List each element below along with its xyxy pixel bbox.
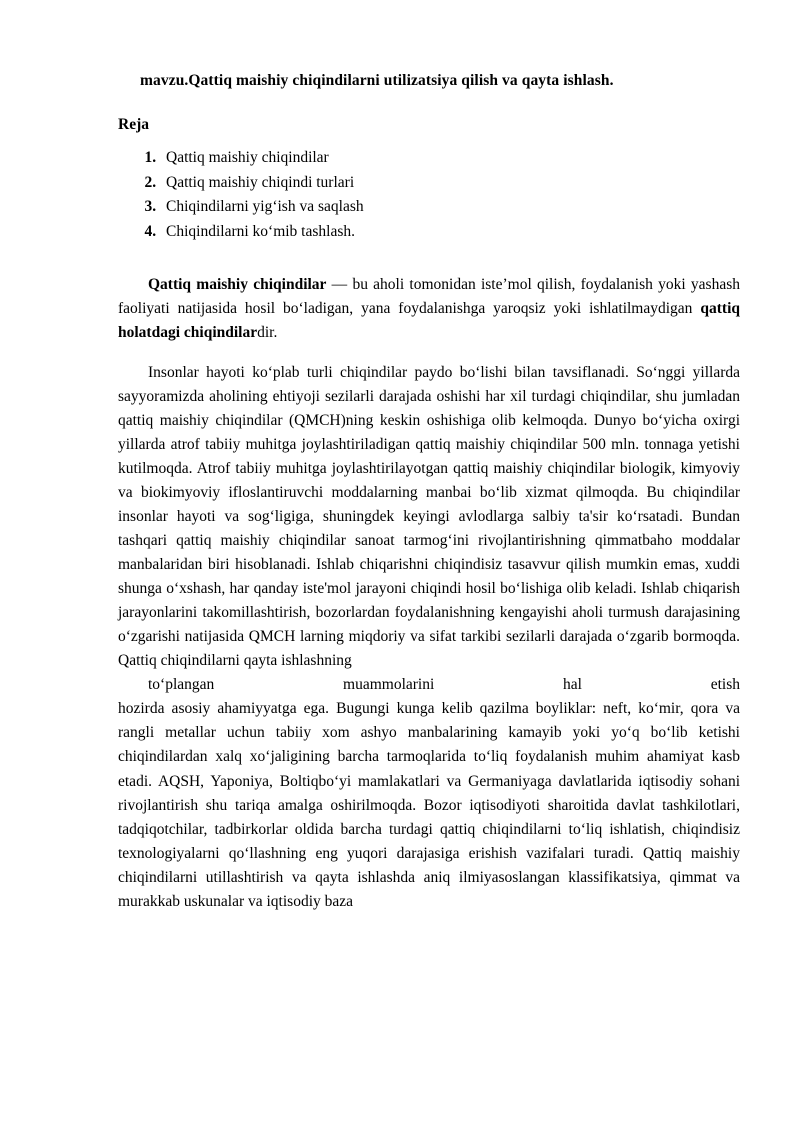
- main-paragraph-spaced-line: to‘plangan muammolarini hal etish: [148, 676, 740, 694]
- definition-term: Qattiq maishiy chiqindilar: [148, 276, 327, 294]
- plan-list: [118, 146, 740, 243]
- list-item: 2. Qattiq maishiy chiqindi turlari: [160, 171, 740, 195]
- definition-dash: —: [326, 276, 353, 294]
- definition-paragraph: [118, 273, 740, 345]
- definition-bold-tail: qattiq holatdagi chiqindilar: [118, 300, 740, 342]
- definition-text: bu aholi tomonidan iste’mol qilish, foydalanish yoki yashash faoliyati natijasida hosil bo‘ladigan, yana foydalanishga yaroqsiz yoki ishlatilmaydigan: [118, 276, 740, 318]
- list-item: 3. Chiqindilarni yig‘ish va saqlash: [160, 195, 740, 219]
- list-item: 1. Qattiq maishiy chiqindilar: [160, 146, 740, 170]
- main-paragraph-part2: hozirda asosiy ahamiyyatga ega. Bugungi kunga kelib qazilma boyliklar: neft, ko‘mir, qora va rangli metallar uchun tabiiy xom ashyo manbalarining kamayib yoki yo‘q bo‘lib ketishi chiqindilardan xalq xo‘jaligining barcha tarmoqlarida to‘liq foydalanish muhim ahamiyat kasb etadi. AQSH, Yaponiya, Boltiqbo‘yi mamlakatlari va Germaniyaga davlatlarida iqtisodiy sohani rivojlantirish shu tariqa amalga oshirilmoqda. Bozor iqtisodiyoti sharoitida davlat tashkilotlari, tadqiqotchilar, tadbirkorlar oldida barcha turdagi qattiq chiqindilarni to‘liq ishlatish, chiqindisiz texnologiyalarni qo‘llashning eng yuqori darajasiga erishish vazifalari turadi. Qattiq maishiy chiqindilarni utillashtirish va qayta ishlashda aniq ilmiyasoslangan klassifikatsiya, qimmat va murakkab uskunalar va iqtisodiy baza: [118, 700, 740, 910]
- main-paragraph-part1: Insonlar hayoti ko‘plab turli chiqindilar paydo bo‘lishi bilan tavsiflanadi. So‘nggi yillarda sayyoramizda aholining ehtiyoji sezilarli darajada oshishi har xil turdagi chiqindilar, shu jumladan qattiq maishiy chiqindilar (QMCH)ning keskin oshishiga olib kelmoqda. Dunyo bo‘yicha oxirgi yillarda atrof tabiiy muhitga joylashtiriladigan qattiq maishiy chiqindilar 500 mln. tonnaga yetishi kutilmoqda. Atrof tabiiy muhitga joylashtirilayotgan qattiq maishiy chiqindilar biologik, kimyoviy va biokimyoviy ifloslantiruvchi moddalarning manbai bo‘lib xizmat qilmoqda. Bu chiqindilar insonlar hayoti va sog‘ligiga, shuningdek keyingi avlodlarga salbiy ta'sir ko‘rsatadi. Bundan tashqari qattiq maishiy chiqindilar sanoat tarmog‘ini rivojlantirishning qimmatbaho moddalar manbalaridan biri hisoblanadi. Ishlab chiqarishni chiqindisiz tasavvur qilish mumkin emas, xuddi shunga o‘xshash, har qanday iste'mol jarayoni chiqindi hosil bo‘lishiga olib keladi. Ishlab chiqarish jarayonlarini takomillashtirish, bozorlardan foydalanishning kengayishi aholi turmush darajasining o‘zgarishi natijasida QMCH larning miqdoriy va sifat tarkibi sezilarli darajada o‘zgarib bormoqda. Qattiq chiqindilarni qayta ishlashning: [118, 364, 740, 670]
- body-text: [118, 273, 740, 913]
- definition-suffix: dir.: [257, 324, 278, 342]
- page-title: mavzu.Qattiq maishiy chiqindilarni utilizatsiya qilish va qayta ishlash.: [140, 72, 614, 89]
- list-item: 4. Chiqindilarni ko‘mib tashlash.: [160, 220, 740, 244]
- plan-heading: Reja: [118, 116, 149, 133]
- main-paragraph: [118, 361, 740, 913]
